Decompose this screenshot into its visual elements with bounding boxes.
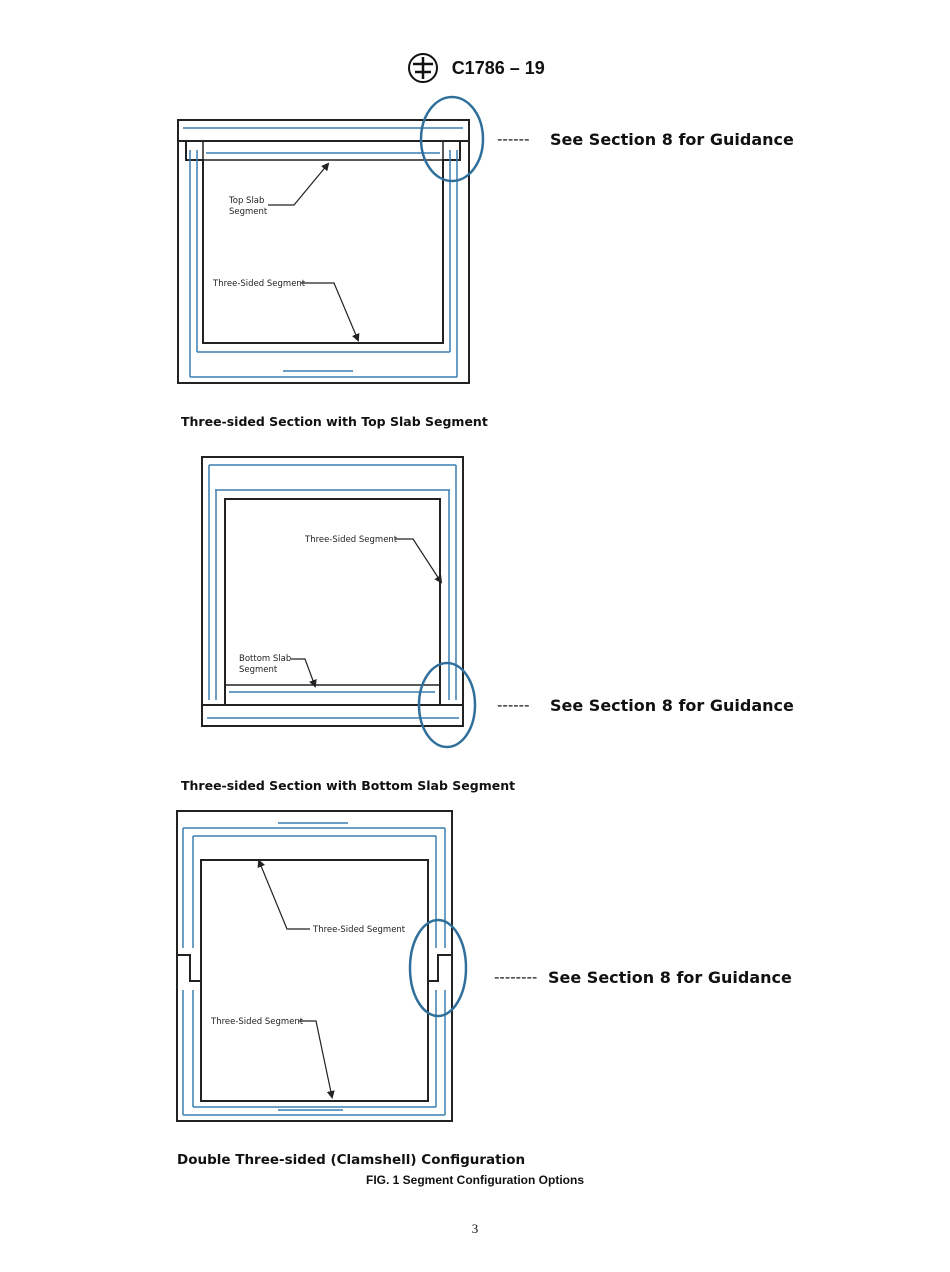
guidance-text-2: See Section 8 for Guidance <box>550 696 794 715</box>
caption-top-slab: Three-sided Section with Top Slab Segment <box>181 414 488 429</box>
guidance-dashes-2: ------ <box>497 696 530 714</box>
label-top-slab-line1: Top Slab <box>229 196 265 206</box>
figure-top-slab <box>178 97 794 383</box>
label-three-sided-1: Three-Sided Segment <box>213 279 306 289</box>
guidance-circle <box>421 97 483 181</box>
figure-bottom-slab <box>202 457 794 747</box>
guidance-text-1: See Section 8 for Guidance <box>550 130 794 149</box>
label-three-sided-lower: Three-Sided Segment <box>211 1017 304 1027</box>
guidance-dashes-1: ------ <box>497 130 530 148</box>
label-three-sided-2: Three-Sided Segment <box>305 535 398 545</box>
rebar-lines <box>183 128 463 377</box>
top-slab-outline <box>178 120 469 141</box>
bottom-slab-outline <box>202 705 463 726</box>
rebar-lines-3 <box>183 823 445 1115</box>
label-top-slab-line2: Segment <box>229 207 268 217</box>
caption-bottom-slab: Three-sided Section with Bottom Slab Segment <box>181 778 516 793</box>
standard-designation: C1786 – 19 <box>451 57 545 78</box>
caption-clamshell: Double Three-sided (Clamshell) Configuration <box>177 1152 526 1168</box>
rebar-lines-2 <box>207 465 459 718</box>
figure-clamshell <box>177 811 792 1121</box>
label-bottom-slab-line1: Bottom Slab <box>239 654 292 664</box>
three-sided-segment-outline <box>178 141 469 383</box>
label-bottom-slab-line2: Segment <box>239 665 278 675</box>
guidance-text-3: See Section 8 for Guidance <box>548 968 792 987</box>
figure-caption: FIG. 1 Segment Configuration Options <box>366 1173 584 1187</box>
guidance-dashes-3: -------- <box>494 968 538 986</box>
page-number: 3 <box>471 1221 479 1236</box>
label-three-sided-upper: Three-Sided Segment <box>313 925 406 935</box>
